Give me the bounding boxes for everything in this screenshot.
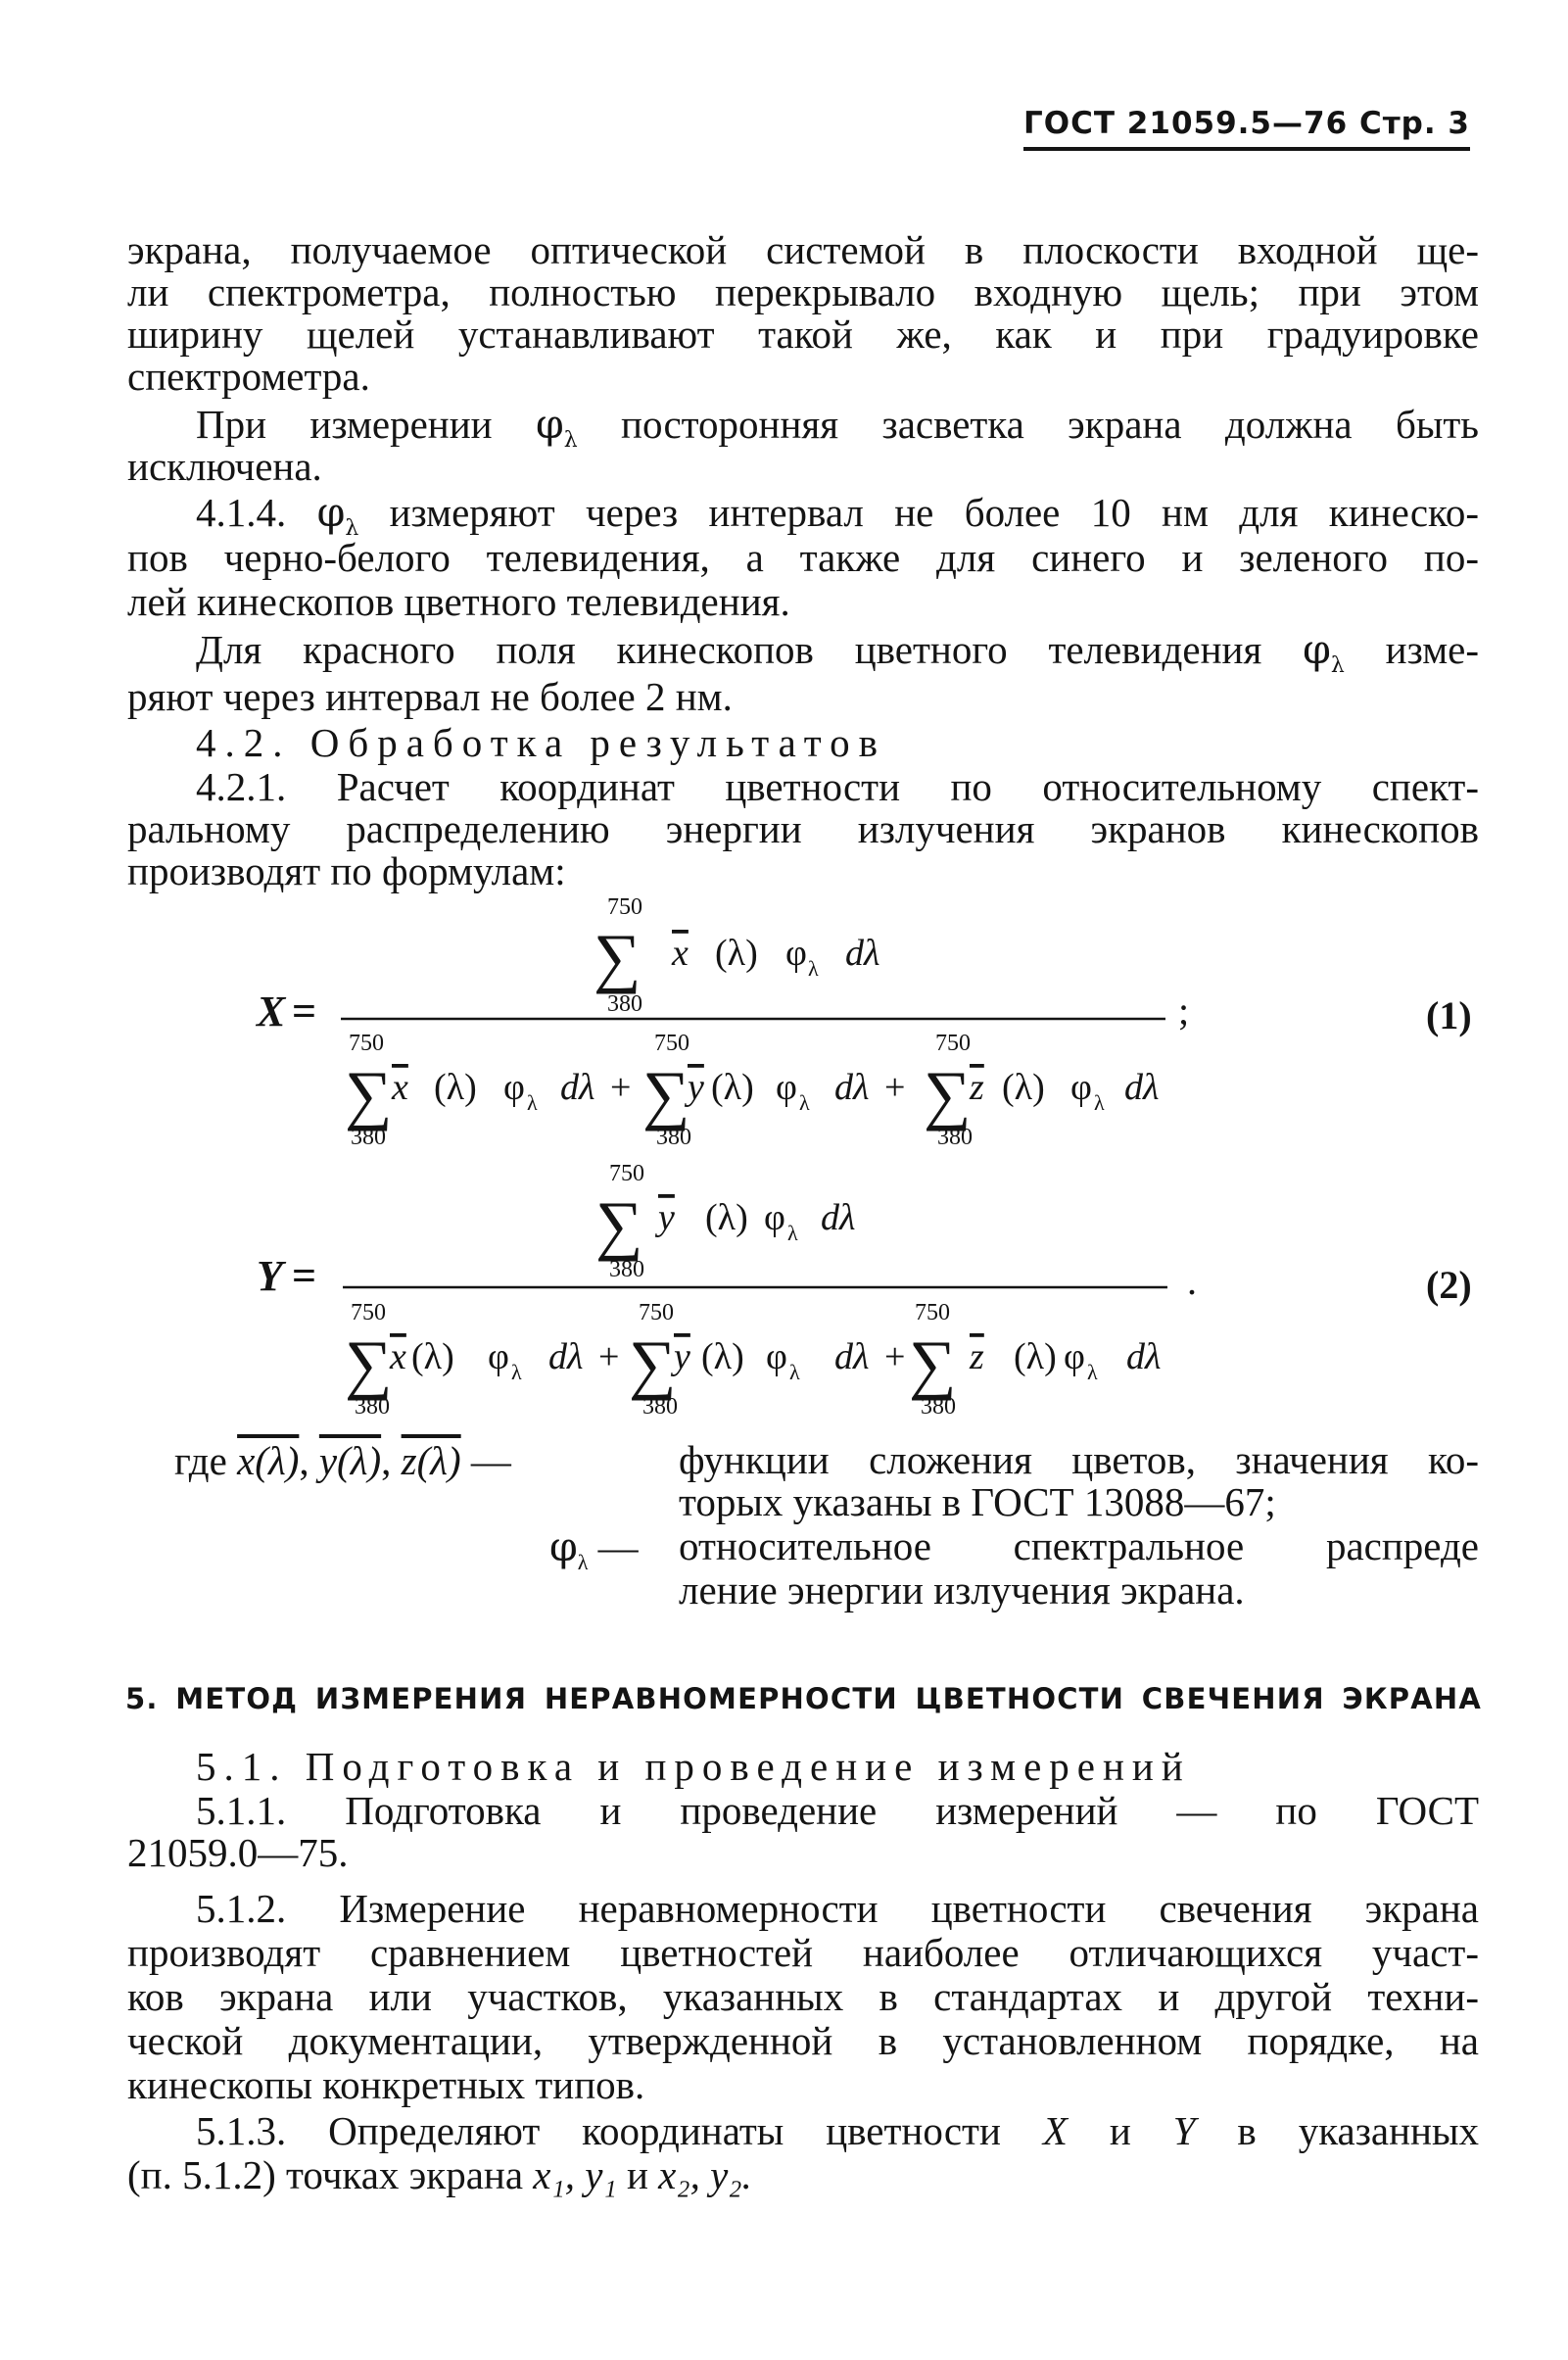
definition-line: торых указаны в ГОСТ 13088—67; <box>679 1479 1276 1524</box>
svg-text:y: y <box>674 1336 690 1377</box>
equation-number: (2) <box>1426 1263 1472 1307</box>
svg-text:x: x <box>390 1336 406 1377</box>
svg-text:(λ): (λ) <box>1014 1336 1057 1377</box>
svg-text:(λ): (λ) <box>715 933 758 974</box>
svg-text:dλ: dλ <box>560 1067 595 1108</box>
svg-text:λ: λ <box>1087 1360 1098 1384</box>
text-line: 4.2.1. Расчет координат цветности по относительному спект- <box>196 764 1479 809</box>
section-heading: 5. МЕТОД ИЗМЕРЕНИЯ НЕРАВНОМЕРНОСТИ ЦВЕТНОСТИ СВЕЧЕНИЯ ЭКРАНА <box>125 1682 1482 1715</box>
formula-lhs: Y <box>257 1252 283 1300</box>
text-line: При измерении $\varphi_\lambda$ посторонняя засветка экрана должна быть <box>196 401 1479 454</box>
svg-text:λ: λ <box>511 1360 522 1384</box>
svg-text:380: 380 <box>609 1257 644 1282</box>
svg-text:+: + <box>610 1067 632 1108</box>
svg-text:(λ): (λ) <box>1002 1067 1045 1108</box>
denominator <box>345 1031 1159 1150</box>
svg-text:λ: λ <box>799 1090 810 1115</box>
svg-text:φ: φ <box>766 1336 787 1377</box>
svg-text:;: ; <box>1178 988 1190 1033</box>
text-line: спектрометра. <box>127 354 370 399</box>
text-line: производят сравнением цветностей наиболее отличающихся участ- <box>127 1930 1479 1975</box>
svg-text:380: 380 <box>937 1125 973 1150</box>
svg-text:(λ): (λ) <box>701 1336 744 1377</box>
text-line: 5.1.3. Определяют координаты цветности X и Y в указанных <box>196 2108 1480 2153</box>
subsection-title: 4.2. Обработка результатов <box>196 720 887 765</box>
text-line: ческой документации, утвержденной в установленном порядке, на <box>127 2018 1479 2063</box>
svg-text:φ: φ <box>776 1067 797 1108</box>
svg-text:∑: ∑ <box>909 1326 957 1401</box>
svg-text:750: 750 <box>915 1300 950 1325</box>
svg-text:x: x <box>392 1067 408 1108</box>
svg-text:φ: φ <box>785 933 807 974</box>
svg-text:z: z <box>970 1067 984 1108</box>
svg-text:φ: φ <box>503 1067 525 1108</box>
where-functions: где x(λ), y(λ), z(λ) — <box>174 1438 511 1483</box>
text-line: производят по формулам: <box>127 848 566 893</box>
svg-text:∑: ∑ <box>345 1057 393 1132</box>
svg-text:∑: ∑ <box>924 1057 972 1132</box>
svg-text:dλ: dλ <box>1126 1336 1162 1377</box>
svg-text:+: + <box>598 1336 620 1377</box>
svg-text:dλ: dλ <box>834 1067 870 1108</box>
text-line: кинескопы конкретных типов. <box>127 2062 645 2107</box>
text-line: (п. 5.1.2) точках экрана x₁, y₁ и x₂, y₂. <box>127 2152 752 2197</box>
page-number: Стр. 3 <box>1358 106 1470 141</box>
svg-text:φ: φ <box>488 1336 509 1377</box>
text-line: ли спектрометра, полностью перекрывало входную щель; при этом <box>127 269 1479 314</box>
svg-text:380: 380 <box>642 1394 678 1420</box>
svg-text:750: 750 <box>607 894 642 920</box>
svg-text:750: 750 <box>639 1300 674 1325</box>
formula-lhs: X <box>257 987 286 1036</box>
svg-text:=: = <box>292 1252 317 1300</box>
numerator <box>594 894 879 1017</box>
svg-text:x: x <box>672 933 689 974</box>
svg-text:∑: ∑ <box>629 1326 677 1401</box>
svg-text:∑: ∑ <box>345 1326 393 1401</box>
subsection-title: 5.1. Подготовка и проведение измерений <box>196 1744 1191 1789</box>
svg-text:φ: φ <box>764 1197 785 1238</box>
formula-2 <box>0 1151 1568 1425</box>
definition-line: функции сложения цветов, значения ко- <box>679 1437 1479 1482</box>
svg-text:380: 380 <box>607 991 642 1017</box>
svg-text:750: 750 <box>351 1300 386 1325</box>
equation-number: (1) <box>1426 993 1472 1037</box>
svg-text:dλ: dλ <box>548 1336 584 1377</box>
svg-text:.: . <box>1187 1259 1197 1303</box>
text-line: ков экрана или участков, указанных в стандартах и другой техни- <box>127 1974 1479 2019</box>
text-line: 4.1.4. $\varphi_\lambda$ измеряют через интервал не более 10 нм для кинеско- <box>196 489 1480 542</box>
svg-text:+: + <box>884 1067 906 1108</box>
svg-text:∑: ∑ <box>642 1057 690 1132</box>
svg-text:750: 750 <box>609 1161 644 1186</box>
svg-text:λ: λ <box>1094 1090 1105 1115</box>
svg-text:λ: λ <box>527 1090 538 1115</box>
svg-text:y: y <box>688 1067 704 1108</box>
svg-text:380: 380 <box>656 1125 691 1150</box>
svg-text:φ: φ <box>1064 1336 1085 1377</box>
text-line: ральному распределению энергии излучения экранов кинескопов <box>127 806 1479 851</box>
svg-text:λ: λ <box>789 1360 800 1384</box>
svg-text:λ: λ <box>808 956 819 981</box>
text-line: пов черно-белого телевидения, а также для синего и зеленого по- <box>127 535 1479 580</box>
text-line: 5.1.1. Подготовка и проведение измерений — по ГОСТ <box>196 1788 1479 1833</box>
svg-text:(λ): (λ) <box>411 1336 454 1377</box>
where-symbol: $\varphi_\lambda$ — <box>549 1523 639 1575</box>
svg-text:dλ: dλ <box>1124 1067 1160 1108</box>
svg-text:y: y <box>658 1197 675 1238</box>
page-header <box>1023 106 1470 151</box>
svg-text:(λ): (λ) <box>434 1067 477 1108</box>
svg-text:750: 750 <box>349 1031 384 1056</box>
text-line: ширину щелей устанавливают такой же, как и при градуировке <box>127 312 1479 357</box>
svg-text:=: = <box>292 987 317 1036</box>
definition-line: относительное спектральное распреде <box>679 1523 1479 1568</box>
standard-number: ГОСТ 21059.5—76 <box>1023 106 1349 141</box>
sum-sign: ∑ <box>594 920 641 994</box>
svg-text:(λ): (λ) <box>711 1067 754 1108</box>
svg-text:+: + <box>884 1336 906 1377</box>
svg-text:750: 750 <box>935 1031 971 1056</box>
text-line: 21059.0—75. <box>127 1830 349 1875</box>
svg-text:380: 380 <box>355 1394 390 1420</box>
numerator <box>595 1161 855 1282</box>
svg-text:380: 380 <box>921 1394 956 1420</box>
svg-text:dλ: dλ <box>845 933 880 974</box>
text-line: исключена. <box>127 444 322 489</box>
text-line: Для красного поля кинескопов цветного телевидения $\varphi_\lambda$ изме- <box>196 626 1480 679</box>
text-line: лей кинескопов цветного телевидения. <box>127 579 790 624</box>
svg-text:∑: ∑ <box>595 1187 643 1262</box>
svg-text:dλ: dλ <box>834 1336 870 1377</box>
svg-text:750: 750 <box>654 1031 689 1056</box>
denominator <box>345 1300 1161 1420</box>
text-line: 5.1.2. Измерение неравномерности цветности свечения экрана <box>196 1886 1479 1931</box>
formula-1 <box>0 882 1568 1156</box>
svg-text:z: z <box>970 1336 984 1377</box>
text-line: экрана, получаемое оптической системой в плоскости входной ще- <box>127 227 1479 272</box>
svg-text:φ: φ <box>1070 1067 1092 1108</box>
text-line: ряют через интервал не более 2 нм. <box>127 674 733 719</box>
svg-text:λ: λ <box>787 1221 798 1245</box>
definition-line: ление энергии излучения экрана. <box>679 1567 1245 1613</box>
svg-text:(λ): (λ) <box>705 1197 748 1238</box>
svg-text:dλ: dλ <box>821 1197 856 1238</box>
svg-text:380: 380 <box>351 1125 386 1150</box>
